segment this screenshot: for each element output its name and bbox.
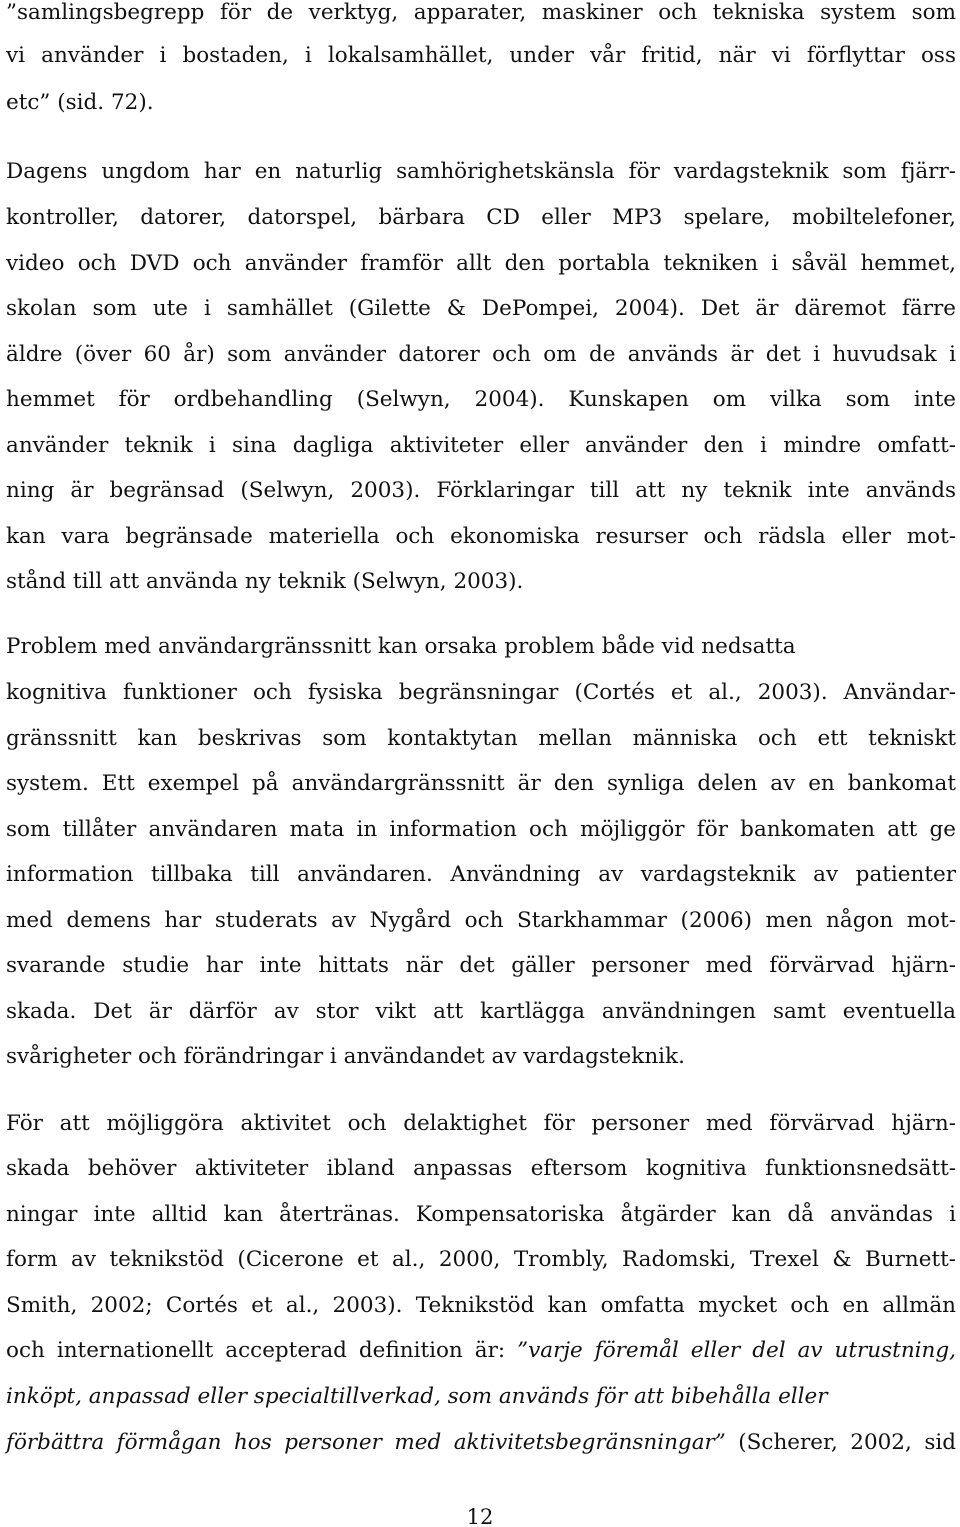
citation-text: (Scherer, 2002, sid bbox=[725, 1430, 956, 1455]
paragraph-line: hemmet för ordbehandling (Selwyn, 2004). Kunskapen om vilka som inte bbox=[6, 387, 956, 412]
paragraph-line: gränssnitt kan beskrivas som kontaktytan mellan människa och ett tekniskt bbox=[6, 726, 956, 751]
paragraph-line: svårigheter och förändringar i användandet av vardagsteknik. bbox=[6, 1044, 685, 1069]
paragraph-line: ”samlingsbegrepp för de verktyg, apparater, maskiner och tekniska system som bbox=[6, 0, 956, 25]
paragraph-line: som tillåter användaren mata in information och möjliggör för bankomaten att ge bbox=[6, 817, 956, 842]
paragraph-line: Problem med användargränssnitt kan orsaka problem både vid nedsatta bbox=[6, 634, 796, 659]
paragraph-line: stånd till att använda ny teknik (Selwyn, 2003). bbox=[6, 569, 524, 594]
paragraph-line: skolan som ute i samhället (Gilette & DePompei, 2004). Det är däremot färre bbox=[6, 296, 956, 321]
paragraph-line: skada behöver aktiviteter ibland anpassas eftersom kognitiva funktionsnedsätt- bbox=[6, 1156, 956, 1181]
line-normal-text: och internationellt accepterad definition är: bbox=[6, 1338, 518, 1363]
paragraph-line: skada. Det är därför av stor vikt att kartlägga användningen samt eventuella bbox=[6, 999, 956, 1024]
paragraph-line: För att möjliggöra aktivitet och delaktighet för personer med förvärvad hjärn- bbox=[6, 1111, 956, 1136]
paragraph-line: med demens har studerats av Nygård och Starkhammar (2006) men någon mot- bbox=[6, 908, 956, 933]
definition-quote-text: förbättra förmågan hos personer med aktivitetsbegränsningar” bbox=[6, 1430, 726, 1455]
paragraph-line: etc” (sid. 72). bbox=[6, 90, 154, 115]
paragraph-line: Dagens ungdom har en naturlig samhörighetskänsla för vardagsteknik som fjärr- bbox=[6, 159, 956, 184]
definition-quote-line: inköpt, anpassad eller specialtillverkad, som används för att bibehålla eller bbox=[6, 1384, 828, 1409]
paragraph-line: vi använder i bostaden, i lokalsamhället, under vår fritid, när vi förflyttar oss bbox=[6, 43, 956, 68]
paragraph-line: form av teknikstöd (Cicerone et al., 2000, Trombly, Radomski, Trexel & Burnett- bbox=[6, 1247, 956, 1272]
paragraph-line: ning är begränsad (Selwyn, 2003). Förklaringar till att ny teknik inte används bbox=[6, 478, 956, 503]
paragraph-line: kognitiva funktioner och fysiska begränsningar (Cortés et al., 2003). Användar- bbox=[6, 680, 956, 705]
paragraph-line: video och DVD och använder framför allt den portabla tekniken i såväl hemmet, bbox=[6, 251, 956, 276]
definition-quote-text: ”varje föremål eller del av utrustning, bbox=[517, 1338, 956, 1363]
paragraph-line: information tillbaka till användaren. Användning av vardagsteknik av patienter bbox=[6, 862, 956, 887]
page-number: 12 bbox=[466, 1505, 494, 1527]
paragraph-line bbox=[6, 1335, 956, 1367]
paragraph-line: använder teknik i sina dagliga aktiviteter eller använder den i mindre omfatt- bbox=[6, 433, 956, 458]
paragraph-line: ningar inte alltid kan återtränas. Kompensatoriska åtgärder kan då användas i bbox=[6, 1202, 956, 1227]
paragraph-line: svarande studie har inte hittats när det gäller personer med förvärvad hjärn- bbox=[6, 953, 956, 978]
paragraph-line: kan vara begränsade materiella och ekonomiska resurser och rädsla eller mot- bbox=[6, 524, 956, 549]
paragraph-line bbox=[6, 1427, 956, 1459]
paragraph-line: system. Ett exempel på användargränssnitt är den synliga delen av en bankomat bbox=[6, 771, 956, 796]
paragraph-line: kontroller, datorer, datorspel, bärbara CD eller MP3 spelare, mobiltelefoner, bbox=[6, 205, 956, 230]
paragraph-line: äldre (över 60 år) som använder datorer och om de används är det i huvudsak i bbox=[6, 342, 956, 367]
paragraph-line: Smith, 2002; Cortés et al., 2003). Teknikstöd kan omfatta mycket och en allmän bbox=[6, 1293, 956, 1318]
